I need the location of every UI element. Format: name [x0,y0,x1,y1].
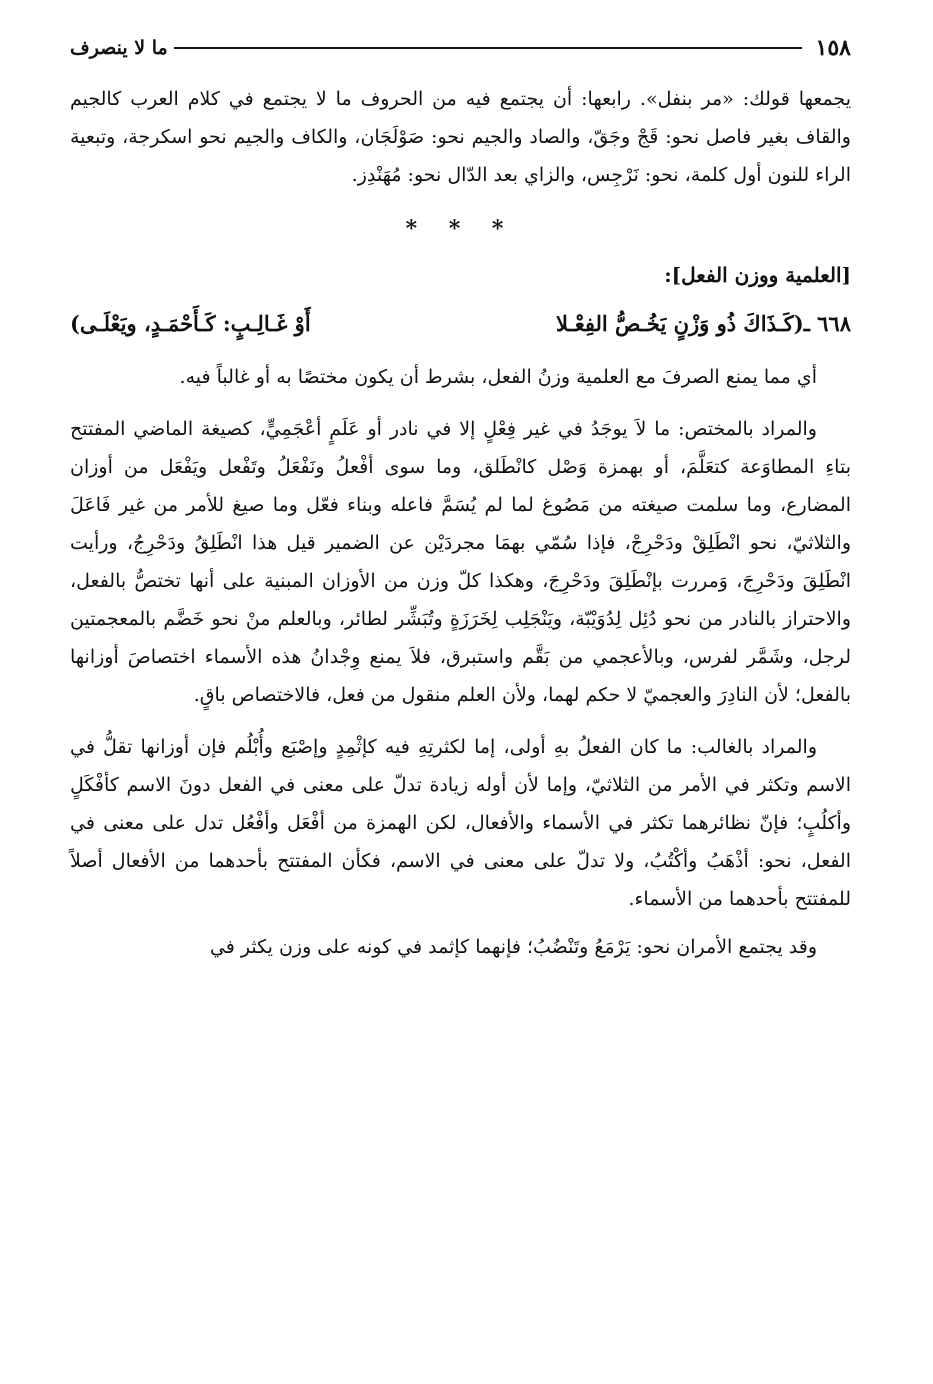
header-rule [174,47,802,49]
verse-hemistich-second: أَوْ غَـالِـبٍ: كَـأَحْمَـدٍ، ويَعْلَـى) [70,311,311,336]
paragraph-mukhtass: والمراد بالمختص: ما لاَ يوجَدُ في غير فِعْلٍ إلا في نادر أو عَلَمٍ أعْجَمِيٍّ، كصيغة الماضي المفتتح بتاءِ المطاوَعة كتعَلَّمَ، أو بهمزة وَصْل كانْطَلق، وما سوى أفْعلُ ونَفْعَلُ وتَفْعل ويَفْعَل من أوزان المضارع، وما سلمت صيغته من مَصُوغ لما لم يُسَمَّ فاعله وبناء فعّل وما صيغ للأمر من غير فَاعَلَ والثلاثيّ، نحو انْطَلِقْ ودَحْرِجْ، فإذا سُمّي بهمَا مجردَيْن عن الضمير قيل هذا انْطَلِقُ ودَحْرِجُ، ورأيت انْطَلِقَ ودَحْرِجَ، وَمررت بإنْطَلِقَ ودَحْرِجَ، وهكذا كلّ وزن من الأوزان المبنية على أنها تختصُّ بالفعل، والاحتراز بالنادر من نحو دُئِل لِدُوَيْبّة، ويَنْجَلِب لِخَرَزَةٍ وتُبَشِّر لطائر، وبالعلم منْ نحو خَضَّم بالمعجمتين لرجل، وشَمَّر لفرس، وبالأعجمي من بَقَّم واستبرق، فلاَ يمنع وِجْدانُ هذه الأسماء اختصاصَ أوزانها بالفعل؛ لأن النادِرَ والعجميّ لا حكم لهما، ولأن العلم منقول من فعل، فالاختصاص باقٍ. [70,418,851,706]
paragraph-combined: وقد يجتمع الأمران نحو: يَرْمَعُ وتَنْضُبُ؛ فإنهما كإثمد في كونه على وزن يكثر في [209,936,817,958]
paragraph-top-continuation: يجمعها قولك: «مر بنفل». رابعها: أن يجتمع فيه من الحروف ما لا يجتمع في كلام العرب كالجيم والقاف بغير فاصل نحو: قَجْ وجَقّ، والصاد والجيم نحو: صَوْلَجَان، والكاف والجيم نحو اسكرجة، وتبعية الراء للنون أول كلمة، نحو: نَرْجِس، والزاي بعد الدّال نحو: مُهَنْدِز. [70,88,851,186]
running-title: ما لا ينصرف [70,37,168,59]
section-separator: * * * [405,216,516,242]
section-heading: [العلمية ووزن الفعل]: [664,263,851,287]
verse-hemistich-first: (كَـذَاكَ ذُو وَزْنٍ يَخُـصُّ الفِعْـلا [556,311,804,336]
page-number: ١٥٨ [815,35,851,61]
paragraph-ghalib: والمراد بالغالب: ما كان الفعلُ بهِ أولى، إما لكثرتِهِ فيه كإثْمِدٍ وإصْبَع وأُبْلُم فإن أوزانها تقلُّ في الاسم وتكثر في الأمر من الثلاثيّ، وإما لأن أوله زيادة تدلّ على معنى في الفعل دونَ الاسم كأفْكَلٍ وأكلُبٍ؛ فإنّ نظائرهما تكثر في الأسماء والأفعال، لكن الهمزة من أفْعَل وأفْعُل تدل على معنى في الفعل، نحو: أذْهَبُ وأكْتُبُ، ولا تدلّ على معنى في الاسم، فكأن المفتتح بأحدهما من الأفعال أصلاً للمفتتح بأحدهما من الأسماء. [70,736,851,910]
book-page [70,30,851,1364]
paragraph-explanation: أي مما يمنع الصرفَ مع العلمية وزنُ الفعل، بشرط أن يكون مختصًا به أو غالباً فيه. [179,366,817,388]
verse-number: ٦٦٨ ـ [803,311,851,336]
verse-line [70,304,851,344]
page-header [70,30,851,66]
